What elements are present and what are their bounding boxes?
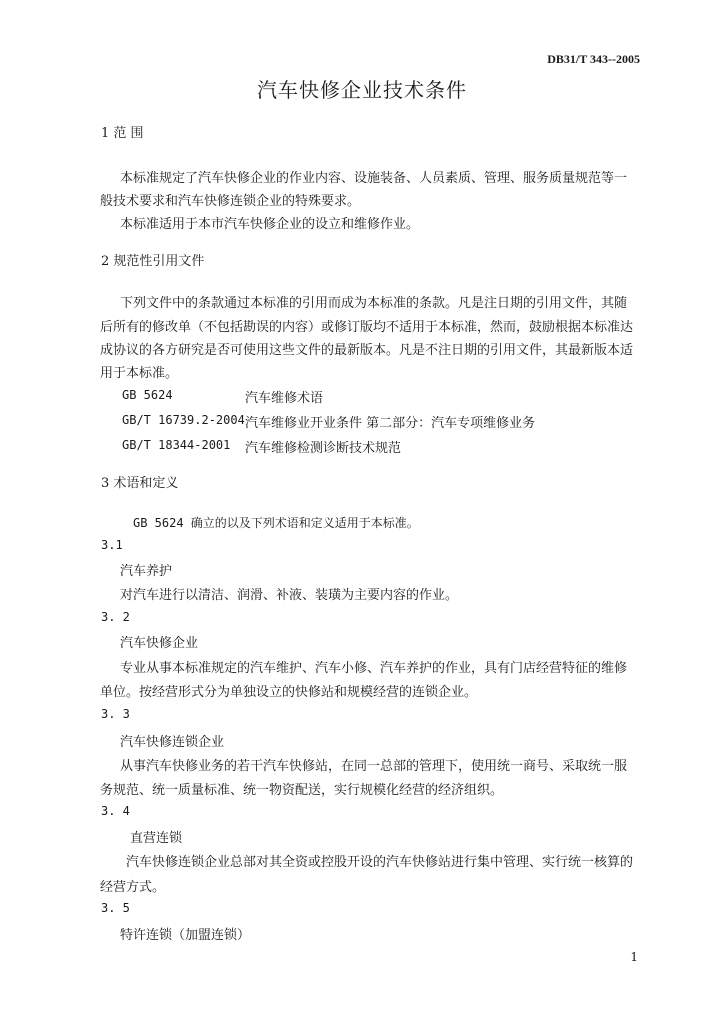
section-2-paragraph-line-4: 用于本标准。	[100, 366, 179, 381]
page-number: 1	[630, 950, 638, 964]
term-3-1-name: 汽车养护	[120, 564, 173, 579]
term-3-2-definition-line-1: 专业从事本标准规定的汽车维护、汽车小修、汽车养护的作业，具有门店经营特征的维修	[120, 661, 628, 676]
section-2-heading: 2 规范性引用文件	[101, 254, 205, 269]
section-2-paragraph-line-1: 下列文件中的条款通过本标准的引用而成为本标准的条款。凡是注日期的引用文件，其随	[120, 296, 628, 311]
section-1-paragraph-1-line-1: 本标准规定了汽车快修企业的作业内容、设施装备、人员素质、管理、服务质量规范等一	[120, 171, 628, 186]
term-3-5-number: 3. 5	[101, 901, 130, 915]
reference-title: 汽车维修术语	[245, 391, 324, 406]
term-3-4-definition-line-2: 经营方式。	[100, 880, 166, 895]
term-3-4-definition-line-1: 汽车快修连锁企业总部对其全资或控股开设的汽车快修站进行集中管理、实行统一核算的	[126, 855, 634, 870]
section-2-paragraph-line-2: 后所有的修改单（不包括勘误的内容）或修订版均不适用于本标准，然而，鼓励根据本标准达	[100, 320, 634, 335]
term-3-3-number: 3. 3	[101, 707, 130, 721]
reference-code: GB/T 16739.2-2004	[122, 413, 245, 427]
standard-code: DB31/T 343--2005	[547, 52, 640, 66]
term-3-3-definition-line-1: 从事汽车快修业务的若干汽车快修站，在同一总部的管理下，使用统一商号、采取统一服	[120, 759, 628, 774]
term-3-4-number: 3. 4	[101, 804, 130, 818]
section-3-intro: GB 5624 确立的以及下列术语和定义适用于本标准。	[133, 516, 419, 530]
term-3-2-definition-line-2: 单位。按经营形式分为单独设立的快修站和规模经营的连锁企业。	[100, 685, 478, 700]
reference-title: 汽车维修业开业条件 第二部分：汽车专项维修业务	[245, 416, 536, 431]
term-3-1-definition: 对汽车进行以清洁、润滑、补液、装璜为主要内容的作业。	[120, 588, 459, 603]
term-3-2-name: 汽车快修企业	[120, 636, 199, 651]
term-3-4-name: 直营连锁	[130, 831, 183, 846]
section-1-paragraph-1-line-2: 般技术要求和汽车快修连锁企业的特殊要求。	[100, 194, 361, 209]
reference-code: GB/T 18344-2001	[122, 438, 231, 452]
page-title: 汽车快修企业技术条件	[257, 78, 467, 102]
term-3-3-name: 汽车快修连锁企业	[120, 735, 225, 750]
term-3-2-number: 3. 2	[101, 610, 130, 624]
term-3-1-number: 3.1	[101, 538, 123, 552]
term-3-5-name: 特许连锁（加盟连锁）	[120, 928, 251, 943]
section-3-heading: 3 术语和定义	[101, 476, 179, 491]
section-2-paragraph-line-3: 成协议的各方研究是否可使用这些文件的最新版本。凡是不注日期的引用文件，其最新版本适	[100, 343, 634, 358]
term-3-3-definition-line-2: 务规范、统一质量标准、统一物资配送，实行规模化经营的经济组织。	[100, 783, 504, 798]
reference-title: 汽车维修检测诊断技术规范	[245, 441, 402, 456]
section-1-heading: 1 范 围	[101, 126, 144, 141]
reference-code: GB 5624	[122, 388, 173, 402]
section-1-paragraph-2: 本标准适用于本市汽车快修企业的设立和维修作业。	[120, 217, 420, 232]
